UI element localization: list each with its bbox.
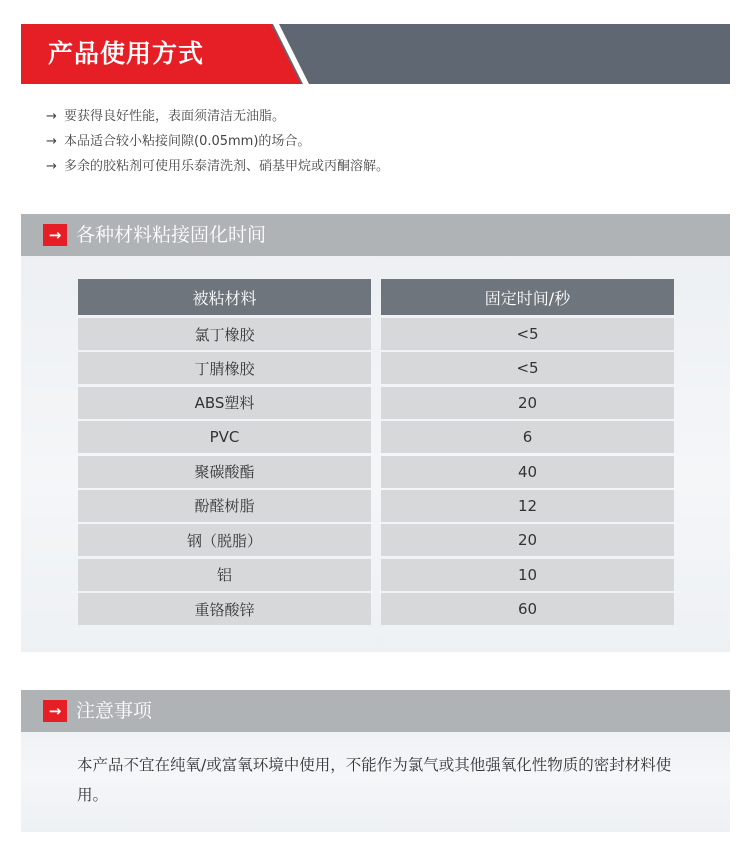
usage-note <box>46 104 726 129</box>
cure-time-table <box>78 279 674 628</box>
material-cell: 聚碳酸酯 <box>78 456 371 488</box>
material-cell: 钢（脱脂） <box>78 524 371 556</box>
product-usage-banner <box>21 24 730 84</box>
arrow-right-icon: → <box>46 109 57 124</box>
banner-title: 产品使用方式 <box>48 39 205 68</box>
column-header-fixture-time: 固定时间/秒 <box>381 279 674 315</box>
time-cell: 20 <box>381 387 674 419</box>
table-row <box>78 490 674 522</box>
table-row <box>78 559 674 591</box>
table-row <box>78 524 674 556</box>
material-cell: 重铬酸锌 <box>78 593 371 625</box>
cure-time-section <box>21 214 730 652</box>
usage-note-text: 本品适合较小粘接间隙(0.05mm)的场合。 <box>64 134 311 149</box>
section-header <box>21 690 730 732</box>
material-cell: 酚醛树脂 <box>78 490 371 522</box>
table-row <box>78 387 674 419</box>
material-cell: 丁腈橡胶 <box>78 352 371 384</box>
time-cell: <5 <box>381 318 674 350</box>
arrow-right-icon: → <box>46 134 57 149</box>
table-header-row <box>78 279 674 315</box>
arrow-right-icon: → <box>43 224 67 246</box>
section-title: 各种材料粘接固化时间 <box>76 224 267 246</box>
usage-note-text: 要获得良好性能，表面须清洁无油脂。 <box>64 109 286 124</box>
usage-notes <box>46 104 726 179</box>
time-cell: 40 <box>381 456 674 488</box>
material-cell: 铝 <box>78 559 371 591</box>
table-row <box>78 352 674 384</box>
time-cell: 12 <box>381 490 674 522</box>
usage-note <box>46 154 726 179</box>
table-row <box>78 421 674 453</box>
material-cell: 氯丁橡胶 <box>78 318 371 350</box>
material-cell: ABS塑料 <box>78 387 371 419</box>
column-header-material: 被粘材料 <box>78 279 371 315</box>
section-title: 注意事项 <box>76 700 153 722</box>
arrow-right-icon: → <box>43 700 67 722</box>
arrow-right-icon: → <box>46 159 57 174</box>
material-cell: PVC <box>78 421 371 453</box>
table-row <box>78 593 674 625</box>
table-row <box>78 318 674 350</box>
usage-note-text: 多余的胶粘剂可使用乐泰清洗剂、硝基甲烷或丙酮溶解。 <box>64 159 390 174</box>
section-header <box>21 214 730 256</box>
usage-note <box>46 129 726 154</box>
time-cell: 6 <box>381 421 674 453</box>
table-row <box>78 456 674 488</box>
time-cell: <5 <box>381 352 674 384</box>
time-cell: 10 <box>381 559 674 591</box>
notice-section <box>21 690 730 832</box>
time-cell: 60 <box>381 593 674 625</box>
time-cell: 20 <box>381 524 674 556</box>
notice-text: 本产品不宜在纯氧/或富氧环境中使用，不能作为氯气或其他强氧化性物质的密封材料使用。 <box>77 756 672 804</box>
